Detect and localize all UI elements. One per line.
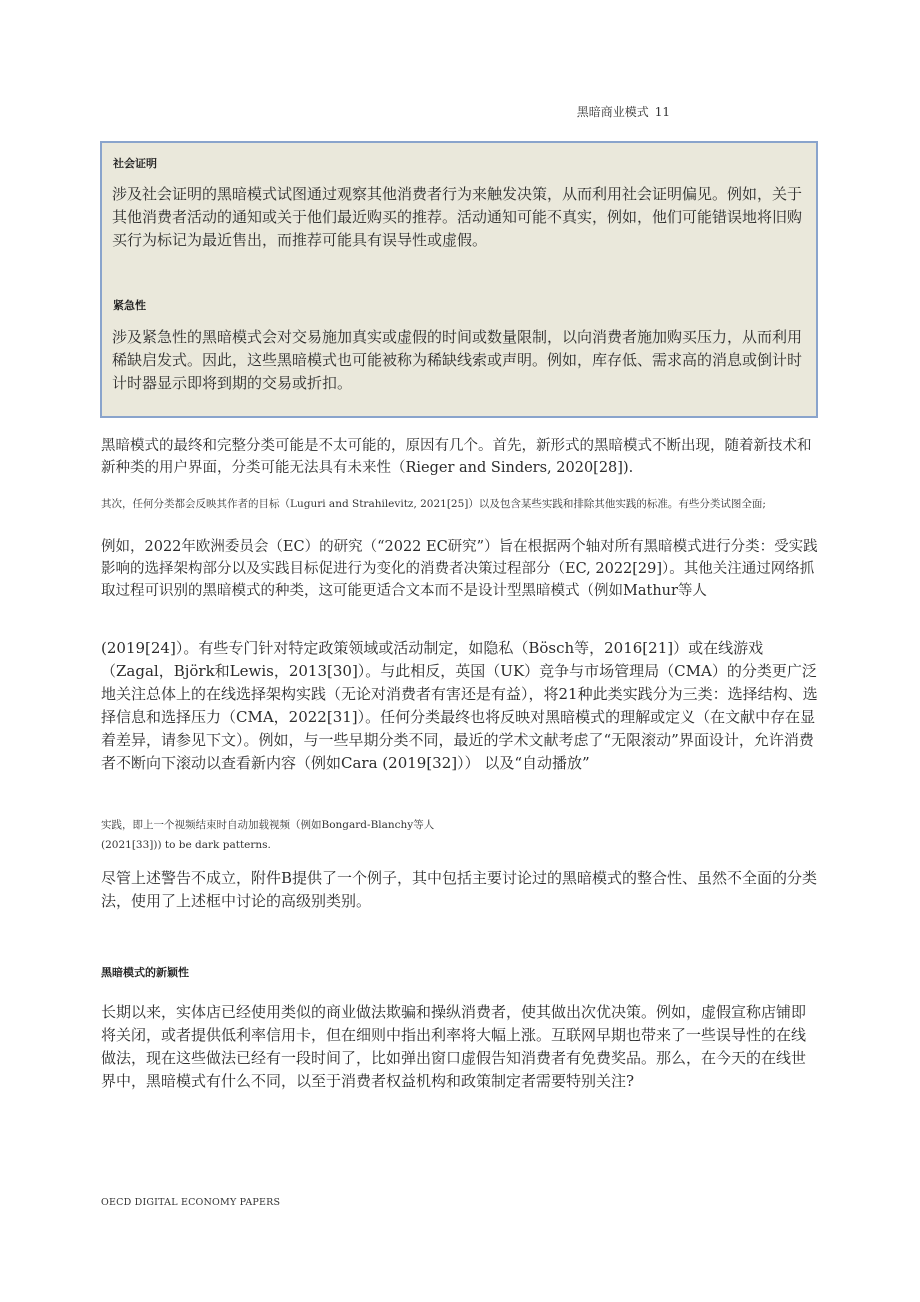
header-title: 黑暗商业模式 [576, 105, 649, 119]
paragraph-5-line-2: (2021[33])) to be dark patterns. [101, 839, 271, 851]
paragraph-5-line-1: 实践，即上一个视频结束时自动加载视频（例如Bongard-Blanchy等人 [101, 819, 435, 831]
footer-text: OECD DIGITAL ECONOMY PAPERS [101, 1197, 281, 1208]
running-header [560, 103, 670, 120]
paragraph-6: 尽管上述警告不成立，附件B提供了一个例子，其中包括主要讨论过的黑暗模式的整合性、虽然不全面的分类法，使用了上述框中讨论的高级别类别。 [101, 869, 818, 910]
paragraph-2: 其次，任何分类都会反映其作者的目标（Luguri and Strahilevitz, 2021[25]）以及包含某些实践和排除其他实践的标准。有些分类试图全面; [101, 498, 766, 510]
info-box [100, 141, 818, 418]
urgency-text: 涉及紧急性的黑暗模式会对交易施加真实或虚假的时间或数量限制，以向消费者施加购买压力，从而利用稀缺启发式。因此，这些黑暗模式也可能被称为稀缺线索或声明。例如，库存低、需求高的消息或倒计时计时器显示即将到期的交易或折扣。 [112, 328, 803, 392]
urgency-title: 紧急性 [113, 299, 146, 312]
section-heading: 黑暗模式的新颖性 [101, 966, 189, 979]
social-proof-text: 涉及社会证明的黑暗模式试图通过观察其他消费者行为来触发决策，从而利用社会证明偏见。例如，关于其他消费者活动的通知或关于他们最近购买的推荐。活动通知可能不真实，例如，他们可能错误地将旧购买行为标记为最近售出，而推荐可能具有误导性或虚假。 [112, 185, 803, 249]
social-proof-title: 社会证明 [113, 157, 157, 170]
paragraph-1: 黑暗模式的最终和完整分类可能是不太可能的，原因有几个。首先，新形式的黑暗模式不断出现，随着新技术和新种类的用户界面，分类可能无法具有未来性（Rieger and Sinders, 2020[28]). [101, 438, 812, 476]
paragraph-7: 长期以来，实体店已经使用类似的商业做法欺骗和操纵消费者，使其做出次优决策。例如，虚假宣称店铺即将关闭，或者提供低利率信用卡，但在细则中指出利率将大幅上涨。互联网早期也带来了一些误导性的在线做法，现在这些做法已经有一段时间了，比如弹出窗口虚假告知消费者有免费奖品。那么，在今天的在线世界中，黑暗模式有什么不同，以至于消费者权益机构和政策制定者需要特别关注? [101, 1003, 807, 1090]
paragraph-4: (2019[24]）。有些专门针对特定政策领域或活动制定，如隐私（Bösch等，2016[21]）或在线游戏（Zagal，Björk和Lewis，2013[30]）。与此相反，英国（UK）竞争与市场管理局（CMA）的分类更广泛地关注总体上的在线选择架构实践（无论对消费者有害还是有益），将21种此类实践分为三类：选择结构、选择信息和选择压力（CMA，2022[31]）。任何分类最终也将反映对黑暗模式的理解或定义（在文献中存在显着差异，请参见下文）。例如，与一些早期分类不同，最近的学术文献考虑了“无限滚动”界面设计，允许消费者不断向下滚动以查看新内容（例如Cara (2019[32]）） 以及“自动播放” [101, 639, 818, 772]
paragraph-3: 例如，2022年欧洲委员会（EC）的研究（“2022 EC研究”）旨在根据两个轴对所有黑暗模式进行分类：受实践影响的选择架构部分以及实践目标促进行为变化的消费者决策过程部分（EC, 2022[29]）。其他关注通过网络抓取过程可识别的黑暗模式的种类，这可能更适合文本而不是设计型黑暗模式（例如Mathur等人 [101, 539, 818, 599]
page-number: 11 [654, 105, 670, 119]
